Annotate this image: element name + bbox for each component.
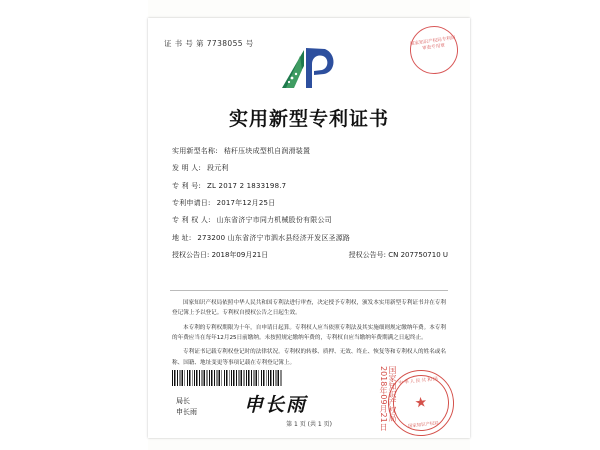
- examination-seal-icon: 国家知识产权局专利局审查专用章: [407, 23, 461, 77]
- legal-paragraph: 国家知识产权局依照中华人民共和国专利法进行审查，决定授予专利权，颁发本实用新型专利证书并在专利登记簿上予以登记。专利权自授权公告之日起生效。: [172, 300, 446, 317]
- field-value: 山东省济宁市同力机械股份有限公司: [216, 216, 332, 225]
- field-label: 专 利 权 人:: [172, 216, 211, 225]
- fields-block: [172, 146, 448, 267]
- field-label: 地 址:: [172, 233, 192, 242]
- field-patent-number: [172, 181, 448, 192]
- field-label: 专 利 号:: [172, 181, 202, 190]
- certificate-number: [164, 38, 254, 49]
- field-application-date: [172, 198, 448, 209]
- field-value: 273200 山东省济宁市泗水县经济开发区圣源路: [197, 233, 351, 242]
- field-utility-model-name: [172, 146, 448, 157]
- field-address: [172, 233, 448, 244]
- seal-bottom-text: 国家知识产权局: [407, 421, 439, 430]
- legal-paragraph: 专利证书记载专利权登记时的法律状况。专利权的转移、质押、无效、终止、恢复等和专利权人的姓名或名称、国籍、地址变更等事项记载在专利登记簿上。: [172, 349, 446, 366]
- grant-publication-label: 授权公告号:: [348, 251, 386, 260]
- director-name: 申长雨: [176, 407, 197, 416]
- field-label: 发 明 人:: [172, 164, 202, 173]
- grant-publication-no: [349, 250, 448, 261]
- field-value: 秸秆压块成型机自润滑装置: [223, 147, 311, 155]
- seal-top-text: 中华人民共和国: [398, 377, 440, 387]
- director-signature: 申长雨: [244, 394, 308, 416]
- certificate-sheet: [148, 18, 470, 438]
- grant-publication-value: CN 207750710 U: [388, 251, 448, 260]
- grant-row: [172, 250, 448, 261]
- field-value: 段元利: [207, 164, 229, 173]
- certificate-number-label: 证 书 号 第: [164, 39, 204, 48]
- grant-date-label: 授权公告日:: [172, 251, 210, 260]
- barcode: [172, 370, 282, 386]
- director-block: [176, 396, 197, 417]
- legal-text-block: [172, 298, 446, 372]
- field-value: 2017年12月25日: [216, 199, 276, 208]
- page-right-margin: [470, 0, 600, 450]
- seal-star-icon: ★: [413, 394, 429, 412]
- certificate-number-value: 7738055 号: [206, 39, 254, 48]
- grant-date-value: 2018年09月21日: [211, 251, 269, 260]
- cnipa-logo-icon: [270, 44, 348, 92]
- page-title: 实用新型专利证书: [228, 108, 389, 130]
- field-label: 实用新型名称:: [172, 147, 218, 155]
- field-value: ZL 2017 2 1833198.7: [207, 181, 287, 190]
- seal-vertical-text: 国家知识产权局 2018年09月21日: [379, 366, 397, 431]
- page-footer: 第 1 页 (共 1 页): [286, 421, 332, 428]
- field-patentee: [172, 215, 448, 226]
- grant-date: [172, 250, 268, 261]
- divider: [170, 290, 448, 291]
- director-title: 局长: [176, 397, 190, 405]
- legal-paragraph: 本专利的专利权期限为十年，自申请日起算。专利权人应当依照专利法及其实施细则规定缴纳年费。本专利的年费应当在每年12月25日前缴纳。未按照规定缴纳年费的，专利权自应当缴纳年费期满之日起终止。: [172, 324, 446, 342]
- page-left-margin: [0, 0, 148, 450]
- field-label: 专利申请日:: [172, 199, 211, 208]
- field-inventor: [172, 163, 448, 174]
